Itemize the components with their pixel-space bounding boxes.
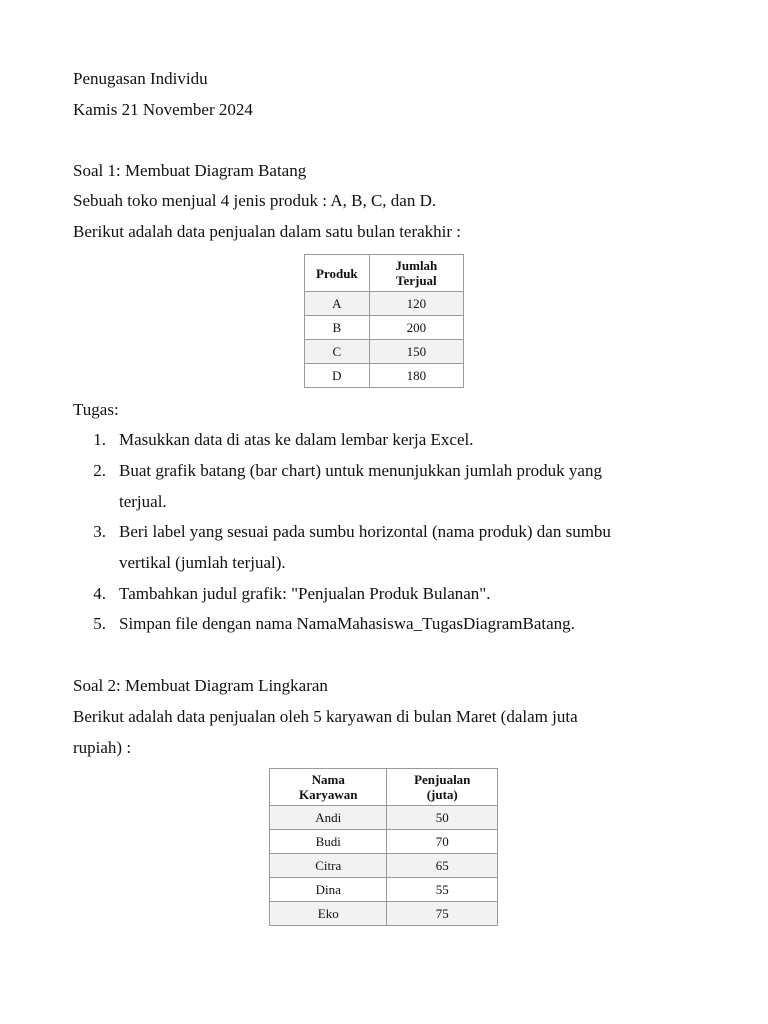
- product-table: [304, 254, 464, 388]
- doc-title: Penugasan Individu: [73, 69, 208, 88]
- table-row: A 120: [305, 292, 464, 316]
- table-row: Dina 55: [270, 878, 498, 902]
- table-row: Andi 50: [270, 806, 498, 830]
- soal1-intro: Sebuah toko menjual 4 jenis produk : A, B, C, dan D.: [73, 191, 437, 210]
- sales-col-header: Penjualan (juta): [387, 769, 498, 806]
- table-row: Eko 75: [270, 902, 498, 926]
- table-row: B 200: [305, 316, 464, 340]
- table-row: Budi 70: [270, 830, 498, 854]
- soal2-heading: Soal 2: Membuat Diagram Lingkaran: [73, 676, 328, 695]
- doc-date: Kamis 21 November 2024: [73, 100, 253, 119]
- table-row: D 180: [305, 364, 464, 388]
- product-col-header: Produk: [305, 255, 370, 292]
- table-row: C 150: [305, 340, 464, 364]
- document-page: Penugasan Individu Kamis 21 November 2024 Soal 1: Membuat Diagram Batang Sebuah toko menjual 4 jenis produk : A, B, C, dan D. Berikut adalah data penjualan dalam satu bulan terakhir : Produk Jumlah Terjual A 120 B 200 C 150 D 180 Tugas: 1. Masukkan data di atas ke dalam lembar kerja Excel. 2. Buat grafik batang (bar chart) untuk menunjukkan jumlah produk yang terjual. 3. Beri label yang sesuai pada sumbu horizontal (nama produk) dan sumbu vertikal (jumlah terjual). 4. Tambahkan judul grafik: "Penjualan Produk Bulanan". 5. Simpan file dengan nama NamaMahasiswa_TugasDiagramBatang. Soal 2: Membuat Diagram Lingkaran Berikut adalah data penjualan oleh 5 karyawan di bulan Maret (dalam juta rupiah) : Nama Karyawan Penjualan (juta) Andi 50 Budi 70 Citra 65 Dina 55 Eko 75: [0, 0, 768, 1024]
- table-row: Citra 65: [270, 854, 498, 878]
- employee-col-header: Nama Karyawan: [270, 769, 387, 806]
- soal1-heading: Soal 1: Membuat Diagram Batang: [73, 161, 307, 180]
- sold-col-header: Jumlah Terjual: [369, 255, 463, 292]
- soal2-intro-line1: Berikut adalah data penjualan oleh 5 karyawan di bulan Maret (dalam juta: [73, 707, 578, 726]
- soal2-intro-line2: rupiah) :: [73, 738, 132, 757]
- task-label: Tugas:: [73, 400, 119, 419]
- soal1-intro2: Berikut adalah data penjualan dalam satu bulan terakhir :: [73, 222, 462, 241]
- employee-sales-table: [269, 768, 498, 926]
